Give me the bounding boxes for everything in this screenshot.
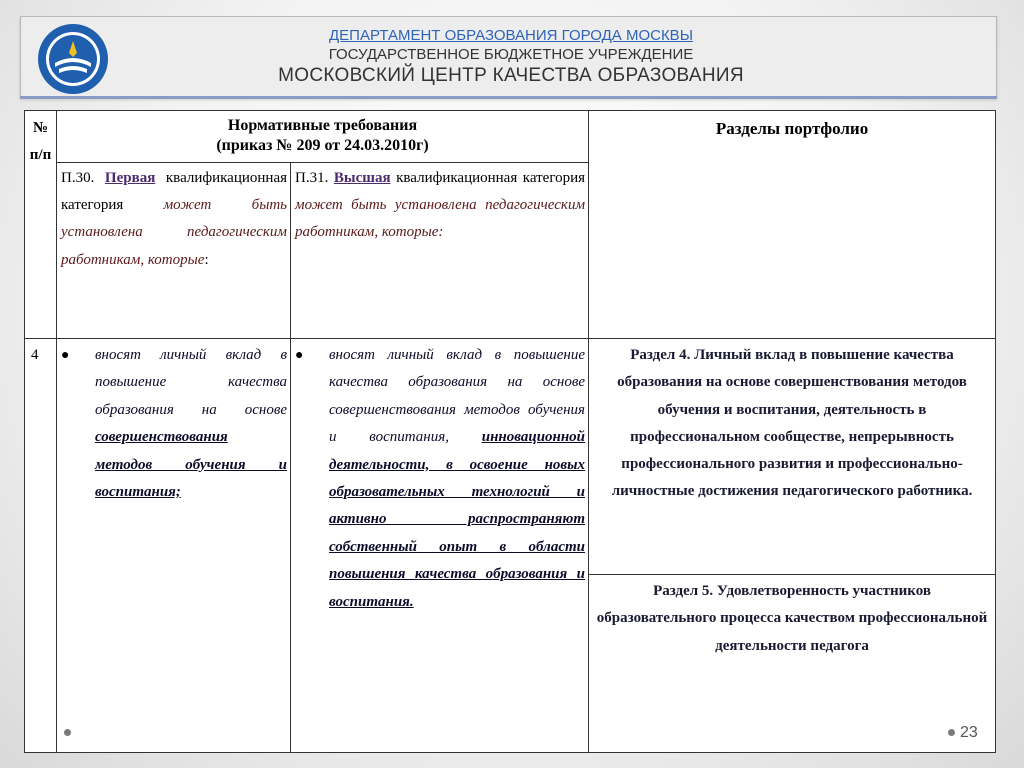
normative-requirements-header: Нормативные требования (приказ № 209 от 24.03.2010г): [57, 111, 589, 163]
header-banner: [20, 16, 997, 98]
bullet-dot-icon: ●: [61, 348, 70, 363]
clause-30-cell: П.30. Первая квалификационная категория может быть установлена педагогическим работникам, которые:: [57, 163, 291, 339]
header-divider: [20, 96, 997, 99]
bullet-dot-icon: ●: [295, 348, 304, 363]
list-item: ● вносят личный вклад в повышение качества образования на основе совершенствования методов обучения и воспитания, инновационной деятельности, в освоение новых образовательных технологий и активно распространяют собственный опыт в области повышения качества образования и воспитания.: [295, 342, 585, 616]
footer-left-dot: [64, 729, 71, 736]
portfolio-sections-header: Разделы портфолио: [589, 111, 996, 339]
row-number: 4: [25, 339, 57, 753]
department-link[interactable]: ДЕПАРТАМЕНТ ОБРАЗОВАНИЯ ГОРОДА МОСКВЫ: [329, 27, 693, 44]
number-column-header: № п/п: [25, 111, 57, 339]
logo-emblem-icon: [37, 23, 109, 95]
header-text: [141, 23, 881, 87]
requirements-table: [24, 110, 996, 753]
portfolio-section-5: Раздел 5. Удовлетворенность участников образовательного процесса качеством профессиональной деятельности педагога: [589, 575, 996, 753]
highest-category-bullet-cell: [291, 339, 589, 753]
footer-right-dot: [948, 729, 955, 736]
clause-31-cell: П.31. Высшая квалификационная категория может быть установлена педагогическим работникам, которые:: [291, 163, 589, 339]
page-number: 23: [960, 724, 978, 741]
portfolio-section-4: Раздел 4. Личный вклад в повышение качества образования на основе совершенствования методов обучения и воспитания, деятельность в профессиональном сообществе, непрерывность профессионального развития и профессионально-личностные достижения педагогического работника.: [589, 339, 996, 575]
center-name: МОСКОВСКИЙ ЦЕНТР КАЧЕСТВА ОБРАЗОВАНИЯ: [278, 65, 744, 86]
first-category-bullet-cell: [57, 339, 291, 753]
list-item: ● вносят личный вклад в повышение качества образования на основе совершенствования методов обучения и воспитания;: [61, 342, 287, 506]
institution-type: ГОСУДАРСТВЕННОЕ БЮДЖЕТНОЕ УЧРЕЖДЕНИЕ: [328, 46, 694, 63]
